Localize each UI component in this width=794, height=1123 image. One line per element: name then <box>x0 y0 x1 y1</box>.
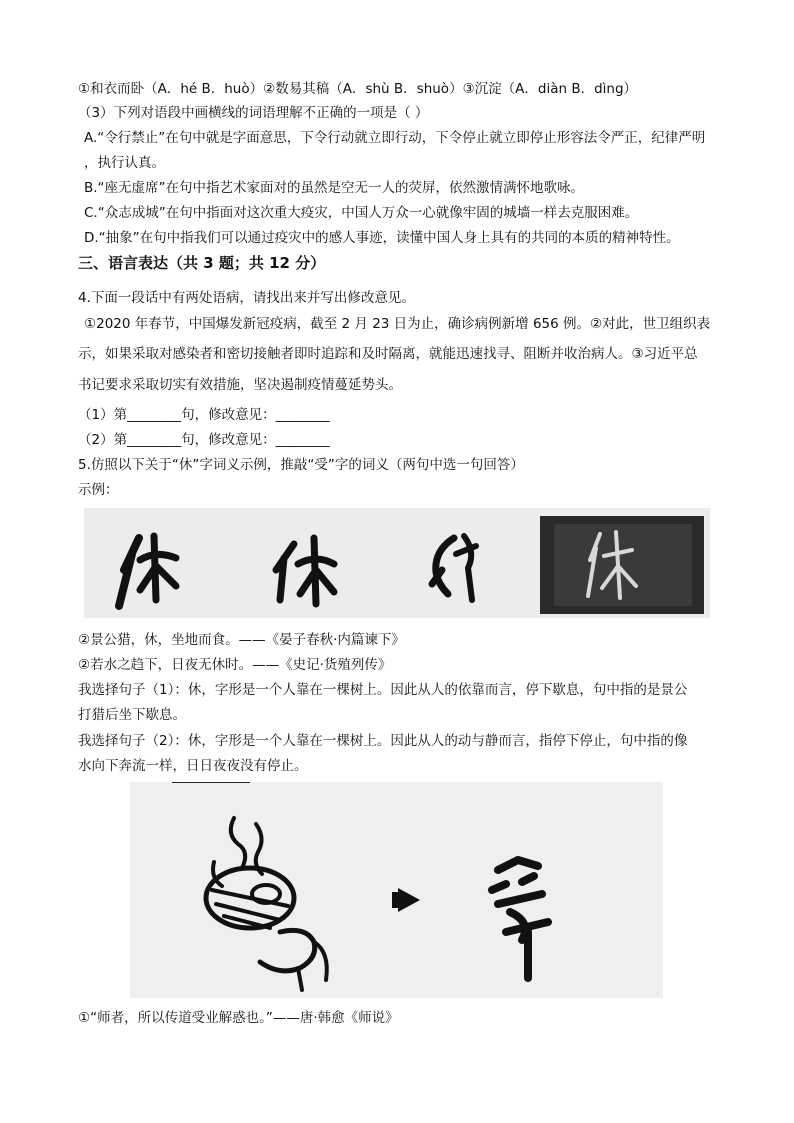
example-sentence-2: ②若水之趋下，日夜无休时。——《史记·货殖列传》 <box>78 657 392 673</box>
line-1: ①和衣而卧（A．hé B．huò）②数易其稿（A．shù B．shuò）③沉淀（A．diàn B．dìng） <box>78 81 638 97</box>
answer-2: （2）第________句，修改意见：________ <box>78 432 330 448</box>
example-answer-2: 我选择句子（2）：休，字形是一个人靠在一棵树上。因此从人的动与静而言，指停下停止，句中指的像 <box>78 733 688 749</box>
example-answer-2-cont: 水向下奔流一样，日日夜夜没有停止。 <box>78 758 308 774</box>
option-a-cont: ，执行认真。 <box>84 155 165 171</box>
example-label: 示例： <box>78 482 119 498</box>
question-4: 4.下面一段话中有两处语病，请找出来并写出修改意见。 <box>78 290 415 306</box>
xiu-evolution-image <box>84 508 710 618</box>
option-d: D.“抽象”在句中指我们可以通过疫灾中的感人事迹，读懂中国人身上具有的共同的本质的精神特性。 <box>84 230 680 246</box>
example-answer-1-cont: 打猎后坐下歇息。 <box>78 707 186 723</box>
shou-evolution-image <box>130 782 663 998</box>
ancient-forms-of-xiu-icon <box>84 508 710 618</box>
ancient-forms-of-shou-icon <box>130 782 663 998</box>
answer-1: （1）第________句，修改意见：________ <box>78 407 330 423</box>
option-b: B.“座无虚席”在句中指艺术家面对的虽然是空无一人的荧屏，依然激情满怀地歌咏。 <box>84 180 585 196</box>
question-3: （3）下列对语段中画横线的词语理解不正确的一项是（ ） <box>78 105 429 121</box>
passage-line-3: 书记要求采取切实有效措施，坚决遏制疫情蔓延势头。 <box>78 377 402 393</box>
option-c: C.“众志成城”在句中指面对这次重大疫灾，中国人万众一心就像牢固的城墙一样去克服困难。 <box>84 205 639 221</box>
passage-line-2: 示，如果采取对感染者和密切接触者即时追踪和及时隔离，就能迅速找寻、阻断并收治病人。③习近平总 <box>78 346 698 362</box>
example-answer-1: 我选择句子（1）：休，字形是一个人靠在一棵树上。因此从人的依靠而言，停下歇息，句中指的是景公 <box>78 682 688 698</box>
section-heading: 三、语言表达（共 3 题；共 12 分） <box>78 254 326 272</box>
example-sentence-1: ②景公猎，休，坐地而食。——《晏子春秋·内篇谏下》 <box>78 632 405 648</box>
passage-line-1: ①2020 年春节，中国爆发新冠疫病，截至 2 月 23 日为止，确诊病例新增 656 例。②对此，世卫组织表 <box>84 316 711 332</box>
question-5: 5.仿照以下关于“休”字词义示例，推敲“受”字的词义（两句中选一句回答） <box>78 457 524 473</box>
option-a: A.“令行禁止”在句中就是字面意思，下令行动就立即行动，下令停止就立即停止形容法令严正，纪律严明 <box>84 130 706 146</box>
shou-sentence-1: ①“师者，所以传道受业解惑也。”——唐·韩愈《师说》 <box>78 1010 399 1026</box>
